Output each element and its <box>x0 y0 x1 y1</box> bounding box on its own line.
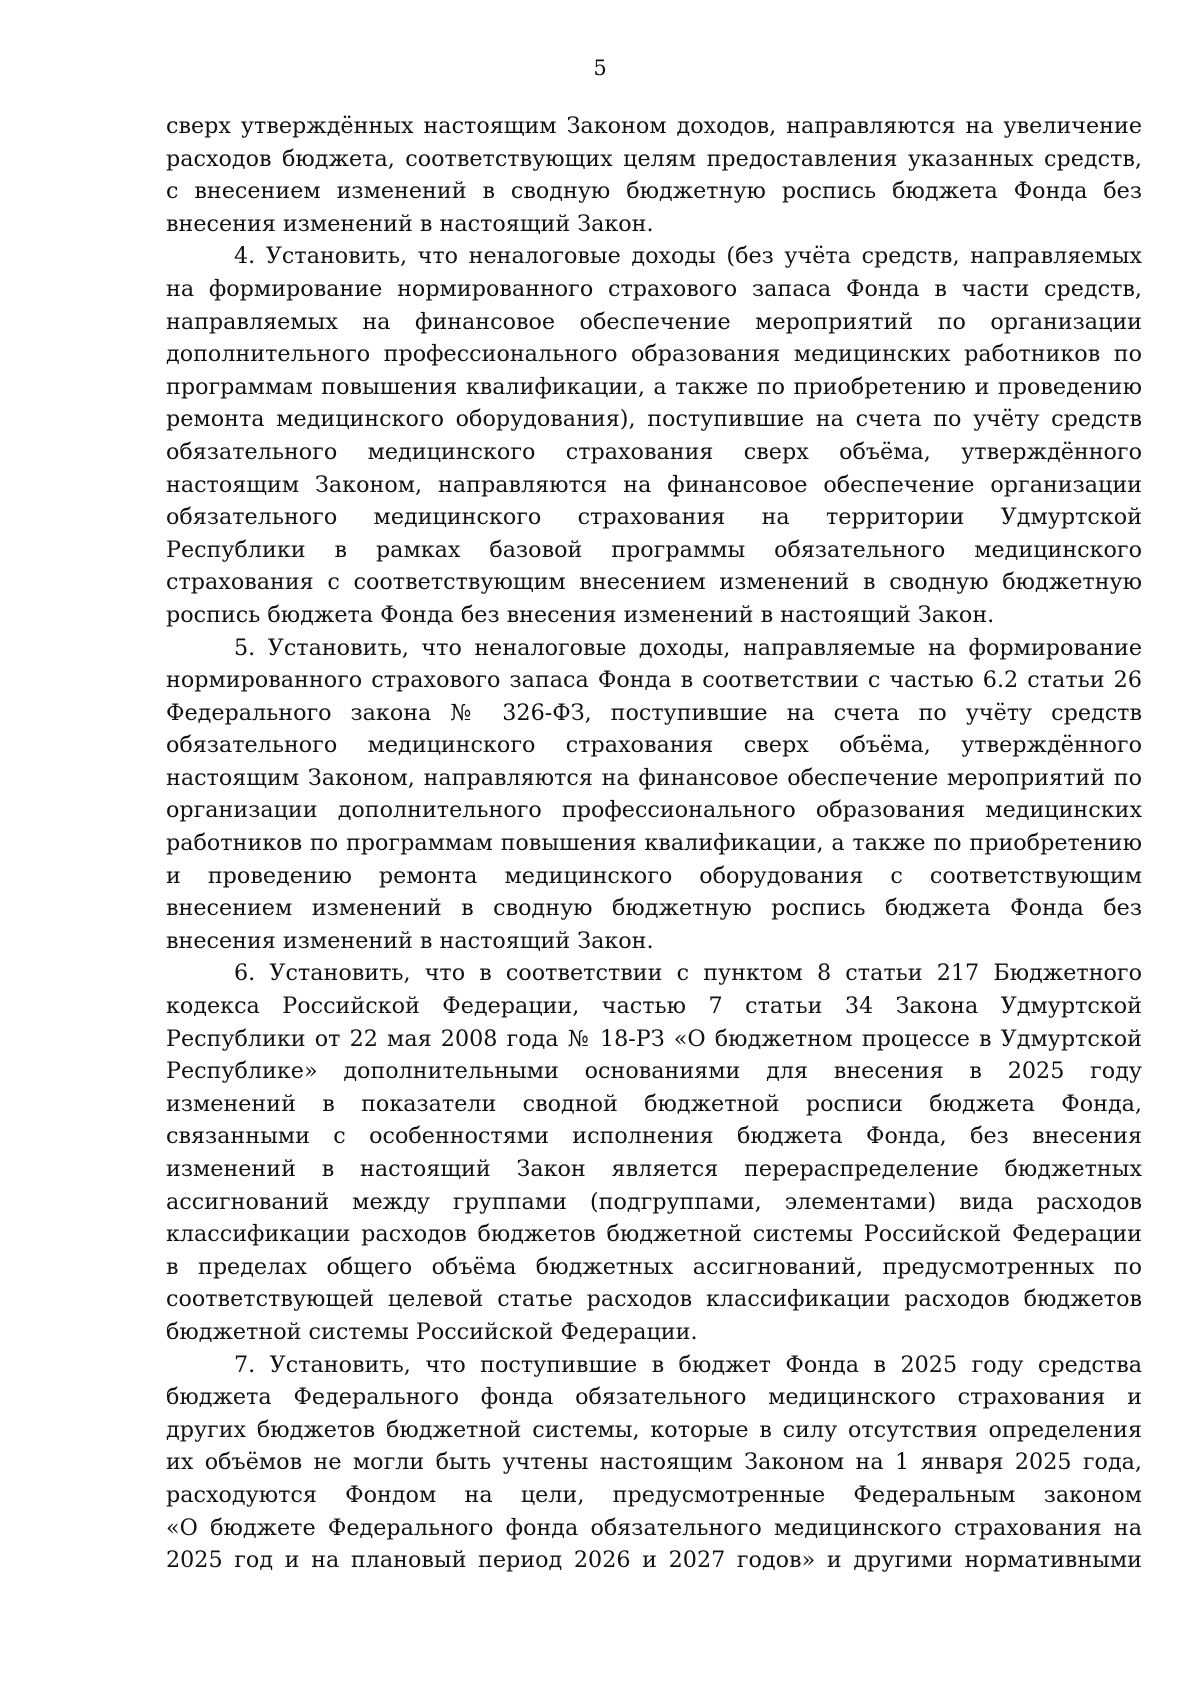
text-line: обязательного медицинского страхования сверх объёма, утверждённого <box>166 732 1142 759</box>
text-line: Республики в рамках базовой программы обязательного медицинского <box>166 536 1142 563</box>
text-line: Республики от 22 мая 2008 года № 18-РЗ «О бюджетном процессе в Удмуртской <box>166 1025 1142 1052</box>
text-line: настоящим Законом, направляются на финансовое обеспечение мероприятий по <box>166 764 1142 791</box>
text-line: «О бюджете Федерального фонда обязательного медицинского страхования на <box>166 1514 1142 1541</box>
text-line: направляемых на финансовое обеспечение мероприятий по организации <box>166 308 1142 335</box>
text-line: настоящим Законом, направляются на финансовое обеспечение организации <box>166 471 1142 498</box>
text-line: и проведению ремонта медицинского оборудования с соответствующим <box>166 862 1142 889</box>
text-line: программам повышения квалификации, а также по приобретению и проведению <box>166 373 1142 400</box>
text-line: 4. Установить, что неналоговые доходы (без учёта средств, направляемых <box>234 243 1142 270</box>
text-line: расходуются Фондом на цели, предусмотренные Федеральным законом <box>166 1481 1142 1508</box>
paragraph <box>166 957 1142 1348</box>
text-line: с внесением изменений в сводную бюджетную роспись бюджета Фонда без <box>166 178 1142 205</box>
page-number: 5 <box>593 56 607 80</box>
document-body <box>166 110 1142 1577</box>
text-line: ремонта медицинского оборудования), поступившие на счета по учёту средств <box>166 406 1142 433</box>
text-line: бюджетной системы Российской Федерации. <box>166 1318 698 1345</box>
text-line: 2025 год и на плановый период 2026 и 2027 годов» и другими нормативными <box>166 1547 1142 1574</box>
text-line: Федерального закона № 326-ФЗ, поступившие на счета по учёту средств <box>166 699 1142 726</box>
text-line: Республике» дополнительными основаниями для внесения в 2025 году <box>166 1058 1142 1085</box>
text-line: роспись бюджета Фонда без внесения изменений в настоящий Закон. <box>166 601 995 628</box>
text-line: дополнительного профессионального образования медицинских работников по <box>166 341 1142 368</box>
text-line: сверх утверждённых настоящим Законом доходов, направляются на увеличение <box>166 113 1142 139</box>
text-line: соответствующей целевой статье расходов классификации расходов бюджетов <box>166 1286 1142 1313</box>
text-line: изменений в показатели сводной бюджетной росписи бюджета Фонда, <box>166 1090 1142 1117</box>
text-line: их объёмов не могли быть учтены настоящим Законом на 1 января 2025 года, <box>166 1449 1142 1476</box>
text-line: обязательного медицинского страхования сверх объёма, утверждённого <box>166 438 1142 465</box>
text-line: организации дополнительного профессионального образования медицинских <box>166 797 1142 824</box>
text-line: 7. Установить, что поступившие в бюджет Фонда в 2025 году средства <box>234 1351 1142 1378</box>
paragraph <box>166 1349 1142 1577</box>
text-line: внесения изменений в настоящий Закон. <box>166 210 654 237</box>
text-line: изменений в настоящий Закон является перераспределение бюджетных <box>166 1156 1142 1182</box>
text-line: на формирование нормированного страхового запаса Фонда в части средств, <box>166 275 1142 302</box>
text-line: кодекса Российской Федерации, частью 7 статьи 34 Закона Удмуртской <box>166 993 1142 1020</box>
text-line: 5. Установить, что неналоговые доходы, направляемые на формирование <box>234 634 1142 661</box>
text-line: работников по программам повышения квалификации, а также по приобретению <box>166 830 1142 857</box>
paragraph <box>166 632 1142 958</box>
text-line: бюджета Федерального фонда обязательного медицинского страхования и <box>166 1384 1142 1411</box>
text-line: связанными с особенностями исполнения бюджета Фонда, без внесения <box>166 1123 1142 1150</box>
paragraph <box>166 240 1142 631</box>
paragraph <box>166 110 1142 240</box>
text-line: внесения изменений в настоящий Закон. <box>166 927 654 954</box>
text-line: 6. Установить, что в соответствии с пунктом 8 статьи 217 Бюджетного <box>234 960 1142 987</box>
text-line: обязательного медицинского страхования на территории Удмуртской <box>166 504 1142 531</box>
text-line: классификации расходов бюджетов бюджетной системы Российской Федерации <box>166 1221 1142 1248</box>
text-line: ассигнований между группами (подгруппами, элементами) вида расходов <box>166 1188 1142 1215</box>
text-line: нормированного страхового запаса Фонда в соответствии с частью 6.2 статьи 26 <box>166 667 1142 694</box>
text-line: других бюджетов бюджетной системы, которые в силу отсутствия определения <box>166 1416 1142 1443</box>
text-line: в пределах общего объёма бюджетных ассигнований, предусмотренных по <box>166 1253 1142 1280</box>
text-line: страхования с соответствующим внесением изменений в сводную бюджетную <box>166 569 1142 596</box>
text-line: внесением изменений в сводную бюджетную роспись бюджета Фонда без <box>166 895 1142 922</box>
text-line: расходов бюджета, соответствующих целям предоставления указанных средств, <box>166 145 1142 172</box>
